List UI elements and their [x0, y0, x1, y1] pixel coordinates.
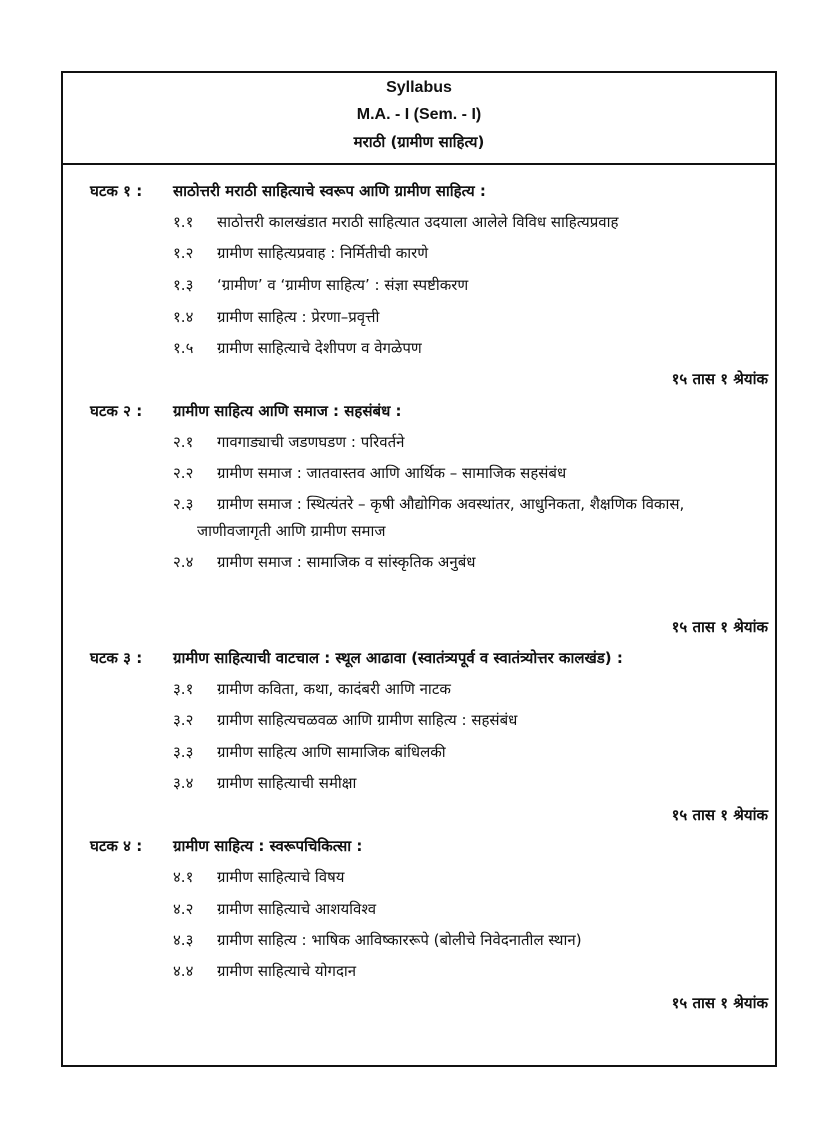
topic-text: ग्रामीण साहित्याचे विषय [217, 868, 345, 886]
topic-number: १.५ [173, 339, 194, 357]
topic-text: साठोत्तरी कालखंडात मराठी साहित्यात उदयाला आलेले विविध साहित्यप्रवाह [217, 213, 619, 231]
unit-credits: १५ तास १ श्रेयांक [671, 370, 768, 388]
topic-number: २.१ [173, 433, 194, 451]
topic-text: ग्रामीण साहित्याची समीक्षा [217, 774, 357, 792]
topic-number: १.३ [173, 276, 194, 294]
topic-number: २.२ [173, 464, 194, 482]
unit-credits: १५ तास १ श्रेयांक [671, 994, 768, 1012]
unit-label: घटक २ : [90, 402, 143, 420]
unit-label: घटक ३ : [90, 649, 143, 667]
topic-text: ग्रामीण समाज : जातवास्तव आणि आर्थिक – सामाजिक सहसंबंध [217, 464, 567, 482]
topic-text: ग्रामीण साहित्य : भाषिक आविष्काररूपे (बोलीचे निवेदनातील स्थान) [217, 931, 582, 949]
topic-text: गावगाड्याची जडणघडण : परिवर्तने [217, 433, 405, 451]
topic-text: ग्रामीण समाज : सामाजिक व सांस्कृतिक अनुबंध [217, 553, 476, 571]
topic-number: १.१ [173, 213, 194, 231]
topic-number: ३.१ [173, 680, 194, 698]
topic-text: ग्रामीण साहित्य : प्रेरणा–प्रवृत्ती [217, 308, 380, 326]
topic-number: ३.४ [173, 774, 194, 792]
topic-number: २.४ [173, 553, 194, 571]
topic-number: १.४ [173, 308, 194, 326]
syllabus-header [63, 73, 775, 165]
topic-text: ग्रामीण साहित्याचे आशयविश्व [217, 900, 377, 918]
unit-title: ग्रामीण साहित्याची वाटचाल : स्थूल आढावा (स्वातंत्र्यपूर्व व स्वातंत्र्योत्तर कालखंड) : [173, 649, 623, 667]
topic-number: ३.३ [173, 743, 194, 761]
topic-text: ग्रामीण साहित्यप्रवाह : निर्मितीची कारणे [217, 244, 429, 262]
topic-text: ग्रामीण साहित्य आणि सामाजिक बांधिलकी [217, 743, 446, 761]
subject-name: मराठी (ग्रामीण साहित्य) [353, 133, 485, 151]
topic-number: ४.१ [173, 868, 194, 886]
topic-number: २.३ [173, 495, 194, 513]
page-title: Syllabus [386, 79, 452, 96]
course-name: M.A. - I (Sem. - I) [356, 106, 482, 123]
unit-label: घटक १ : [90, 182, 143, 200]
topic-text: ग्रामीण साहित्याचे देशीपण व वेगळेपण [217, 339, 422, 357]
topic-text: ग्रामीण साहित्याचे योगदान [217, 962, 357, 980]
unit-credits: १५ तास १ श्रेयांक [671, 618, 768, 636]
topic-text: ग्रामीण साहित्यचळवळ आणि ग्रामीण साहित्य : सहसंबंध [217, 711, 518, 729]
topic-text: ‘ग्रामीण’ व ‘ग्रामीण साहित्य’ : संज्ञा स्पष्टीकरण [217, 276, 469, 294]
topic-number: १.२ [173, 244, 194, 262]
topic-number: ३.२ [173, 711, 194, 729]
topic-text: ग्रामीण कविता, कथा, कादंबरी आणि नाटक [217, 680, 451, 698]
topic-number: ४.४ [173, 962, 194, 980]
unit-credits: १५ तास १ श्रेयांक [671, 806, 768, 824]
topic-text-continued: जाणीवजागृती आणि ग्रामीण समाज [197, 522, 386, 540]
unit-label: घटक ४ : [90, 837, 143, 855]
topic-text: ग्रामीण समाज : स्थित्यंतरे – कृषी औद्योगिक अवस्थांतर, आधुनिकता, शैक्षणिक विकास, [217, 495, 685, 513]
unit-title: साठोत्तरी मराठी साहित्याचे स्वरूप आणि ग्रामीण साहित्य : [173, 182, 486, 200]
topic-number: ४.२ [173, 900, 194, 918]
unit-title: ग्रामीण साहित्य आणि समाज : सहसंबंध : [173, 402, 402, 420]
topic-number: ४.३ [173, 931, 194, 949]
unit-title: ग्रामीण साहित्य : स्वरूपचिकित्सा : [173, 837, 363, 855]
